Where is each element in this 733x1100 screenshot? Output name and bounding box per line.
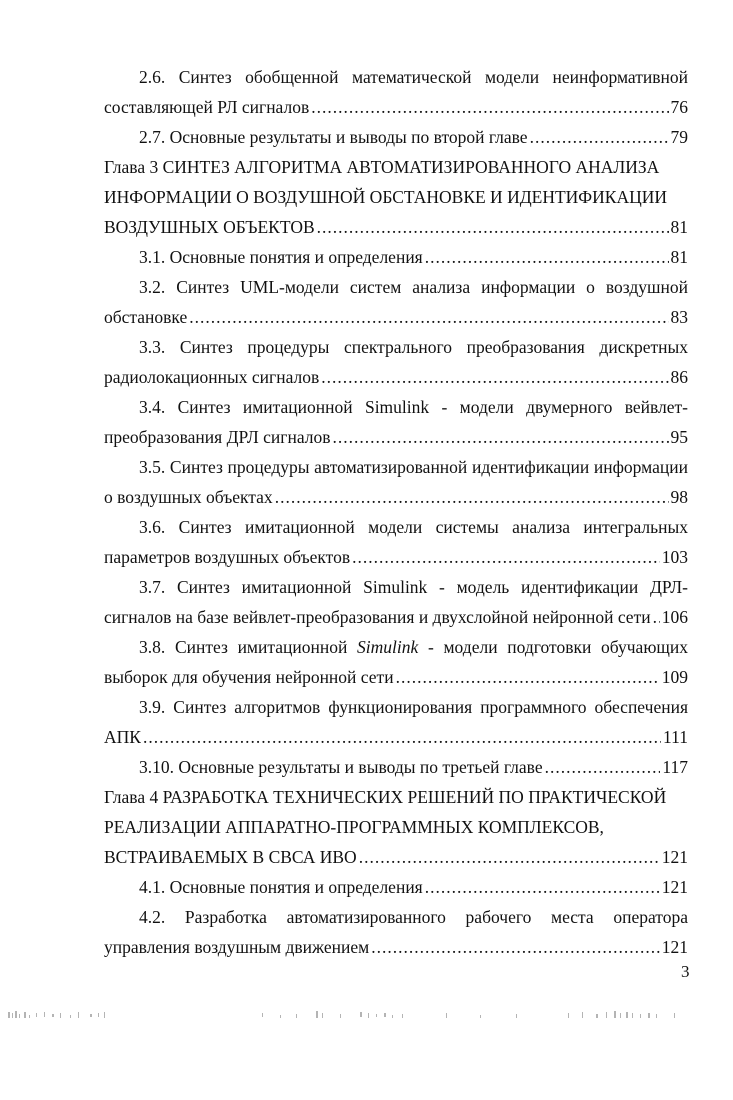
dot-leader [143,722,661,752]
chapter-title-line1: Глава 3 СИНТЕЗ АЛГОРИТМА АВТОМАТИЗИРОВАННОГО АНАЛИЗА [104,157,660,177]
toc-page-number: 83 [670,307,688,327]
dot-leader [425,872,660,902]
toc-entry-title-line2: параметров воздушных объектов [104,547,351,567]
toc-entry-title-line1: 3.3. Синтез процедуры спектрального преобразования дискретных [139,337,688,357]
chapter-title-line2: ИНФОРМАЦИИ О ВОЗДУШНОЙ ОБСТАНОВКЕ И ИДЕНТИФИКАЦИИ [104,187,667,207]
dot-leader [371,932,660,962]
toc-entry-title-line2: АПК [104,727,141,747]
toc-entry-title-line2: составляющей РЛ сигналов [104,97,310,117]
toc-entry-3-9[interactable] [104,692,688,752]
dot-leader [359,842,660,872]
toc-entry-title-simulink: Simulink [357,637,419,657]
toc-entry-4-1[interactable] [104,872,688,902]
toc-entry-3-6[interactable] [104,512,688,572]
toc-page-number: 111 [663,727,688,747]
chapter-title-line2: РЕАЛИЗАЦИИ АППАРАТНО-ПРОГРАММНЫХ КОМПЛЕКСОВ, [104,817,604,837]
toc-entry-2-7[interactable] [104,122,688,152]
toc-page-number: 106 [661,607,688,627]
toc-entry-3-10[interactable] [104,752,688,782]
dot-leader [317,212,669,242]
page-number: 3 [681,962,690,981]
toc-entry-3-4[interactable] [104,392,688,452]
toc-page-number: 95 [670,427,688,447]
toc-page-number: 76 [670,97,688,117]
toc-entry-title-line2: сигналов на базе вейвлет-преобразования и двухслойной нейронной сети [104,607,651,627]
toc-entry-title-part: - модели подготовки обучающих [418,637,688,657]
toc-entry-title-line2: обстановке [104,307,188,327]
table-of-contents [104,62,688,962]
toc-entry-3-5[interactable] [104,452,688,512]
toc-page-number: 109 [661,667,688,687]
dot-leader [333,422,669,452]
toc-chapter-3[interactable] [104,152,688,242]
toc-page-number: 81 [670,247,688,267]
chapter-title-line3: ВСТРАИВАЕМЫХ В СВСА ИВО [104,847,357,867]
toc-page-number: 121 [661,937,688,957]
scan-artifact-strip [0,1004,733,1026]
toc-entry-title-line2: о воздушных объектах [104,487,273,507]
toc-page-number: 103 [661,547,688,567]
dot-leader [396,662,660,692]
toc-entry-title: 2.7. Основные результаты и выводы по второй главе [139,127,528,147]
dot-leader [545,752,661,782]
toc-entry-title-line1: 2.6. Синтез обобщенной математической модели неинформативной [139,67,688,87]
toc-entry-3-3[interactable] [104,332,688,392]
toc-entry-title: 3.10. Основные результаты и выводы по третьей главе [139,757,543,777]
toc-entry-title-line1 [104,632,688,662]
toc-entry-title-line2: преобразования ДРЛ сигналов [104,427,331,447]
chapter-title-line1: Глава 4 РАЗРАБОТКА ТЕХНИЧЕСКИХ РЕШЕНИЙ ПО ПРАКТИЧЕСКОЙ [104,787,667,807]
toc-entry-title-line2: управления воздушным движением [104,937,370,957]
toc-entry-title: 3.1. Основные понятия и определения [139,247,423,267]
chapter-title-line3: ВОЗДУШНЫХ ОБЪЕКТОВ [104,217,315,237]
dot-leader [425,242,669,272]
toc-page-number: 117 [662,757,688,777]
toc-entry-4-2[interactable] [104,902,688,962]
toc-entry-title-line1: 3.7. Синтез имитационной Simulink - модель идентификации ДРЛ- [139,577,688,597]
toc-page-number: 121 [661,847,688,867]
toc-entry-3-7[interactable] [104,572,688,632]
dot-leader [352,542,660,572]
toc-entry-title: 4.1. Основные понятия и определения [139,877,423,897]
toc-entry-title-part: 3.8. Синтез имитационной [139,637,358,657]
toc-entry-3-2[interactable] [104,272,688,332]
toc-entry-3-8[interactable] [104,632,688,692]
dot-leader [653,602,660,632]
toc-entry-title-line1: 3.9. Синтез алгоритмов функционирования программного обеспечения [139,697,688,717]
dot-leader [275,482,669,512]
dot-leader [321,362,668,392]
toc-entry-title-line1: 3.6. Синтез имитационной модели системы анализа интегральных [139,517,688,537]
toc-entry-2-6[interactable] [104,62,688,122]
toc-entry-title-line2: выборок для обучения нейронной сети [104,667,394,687]
toc-entry-3-1[interactable] [104,242,688,272]
toc-page-number: 98 [670,487,688,507]
toc-chapter-4[interactable] [104,782,688,872]
toc-entry-title-line1: 3.5. Синтез процедуры автоматизированной идентификации информации [139,457,688,477]
toc-page-number: 86 [670,367,688,387]
dot-leader [189,302,668,332]
toc-entry-title-line1: 4.2. Разработка автоматизированного рабочего места оператора [139,907,688,927]
toc-page-number: 79 [670,127,688,147]
toc-page-number: 81 [670,217,688,237]
toc-page-number: 121 [661,877,688,897]
dot-leader [530,122,669,152]
toc-entry-title-line1: 3.4. Синтез имитационной Simulink - модели двумерного вейвлет- [139,397,688,417]
dot-leader [311,92,668,122]
toc-entry-title-line1: 3.2. Синтез UML-модели систем анализа информации о воздушной [139,277,688,297]
toc-entry-title-line2: радиолокационных сигналов [104,367,320,387]
